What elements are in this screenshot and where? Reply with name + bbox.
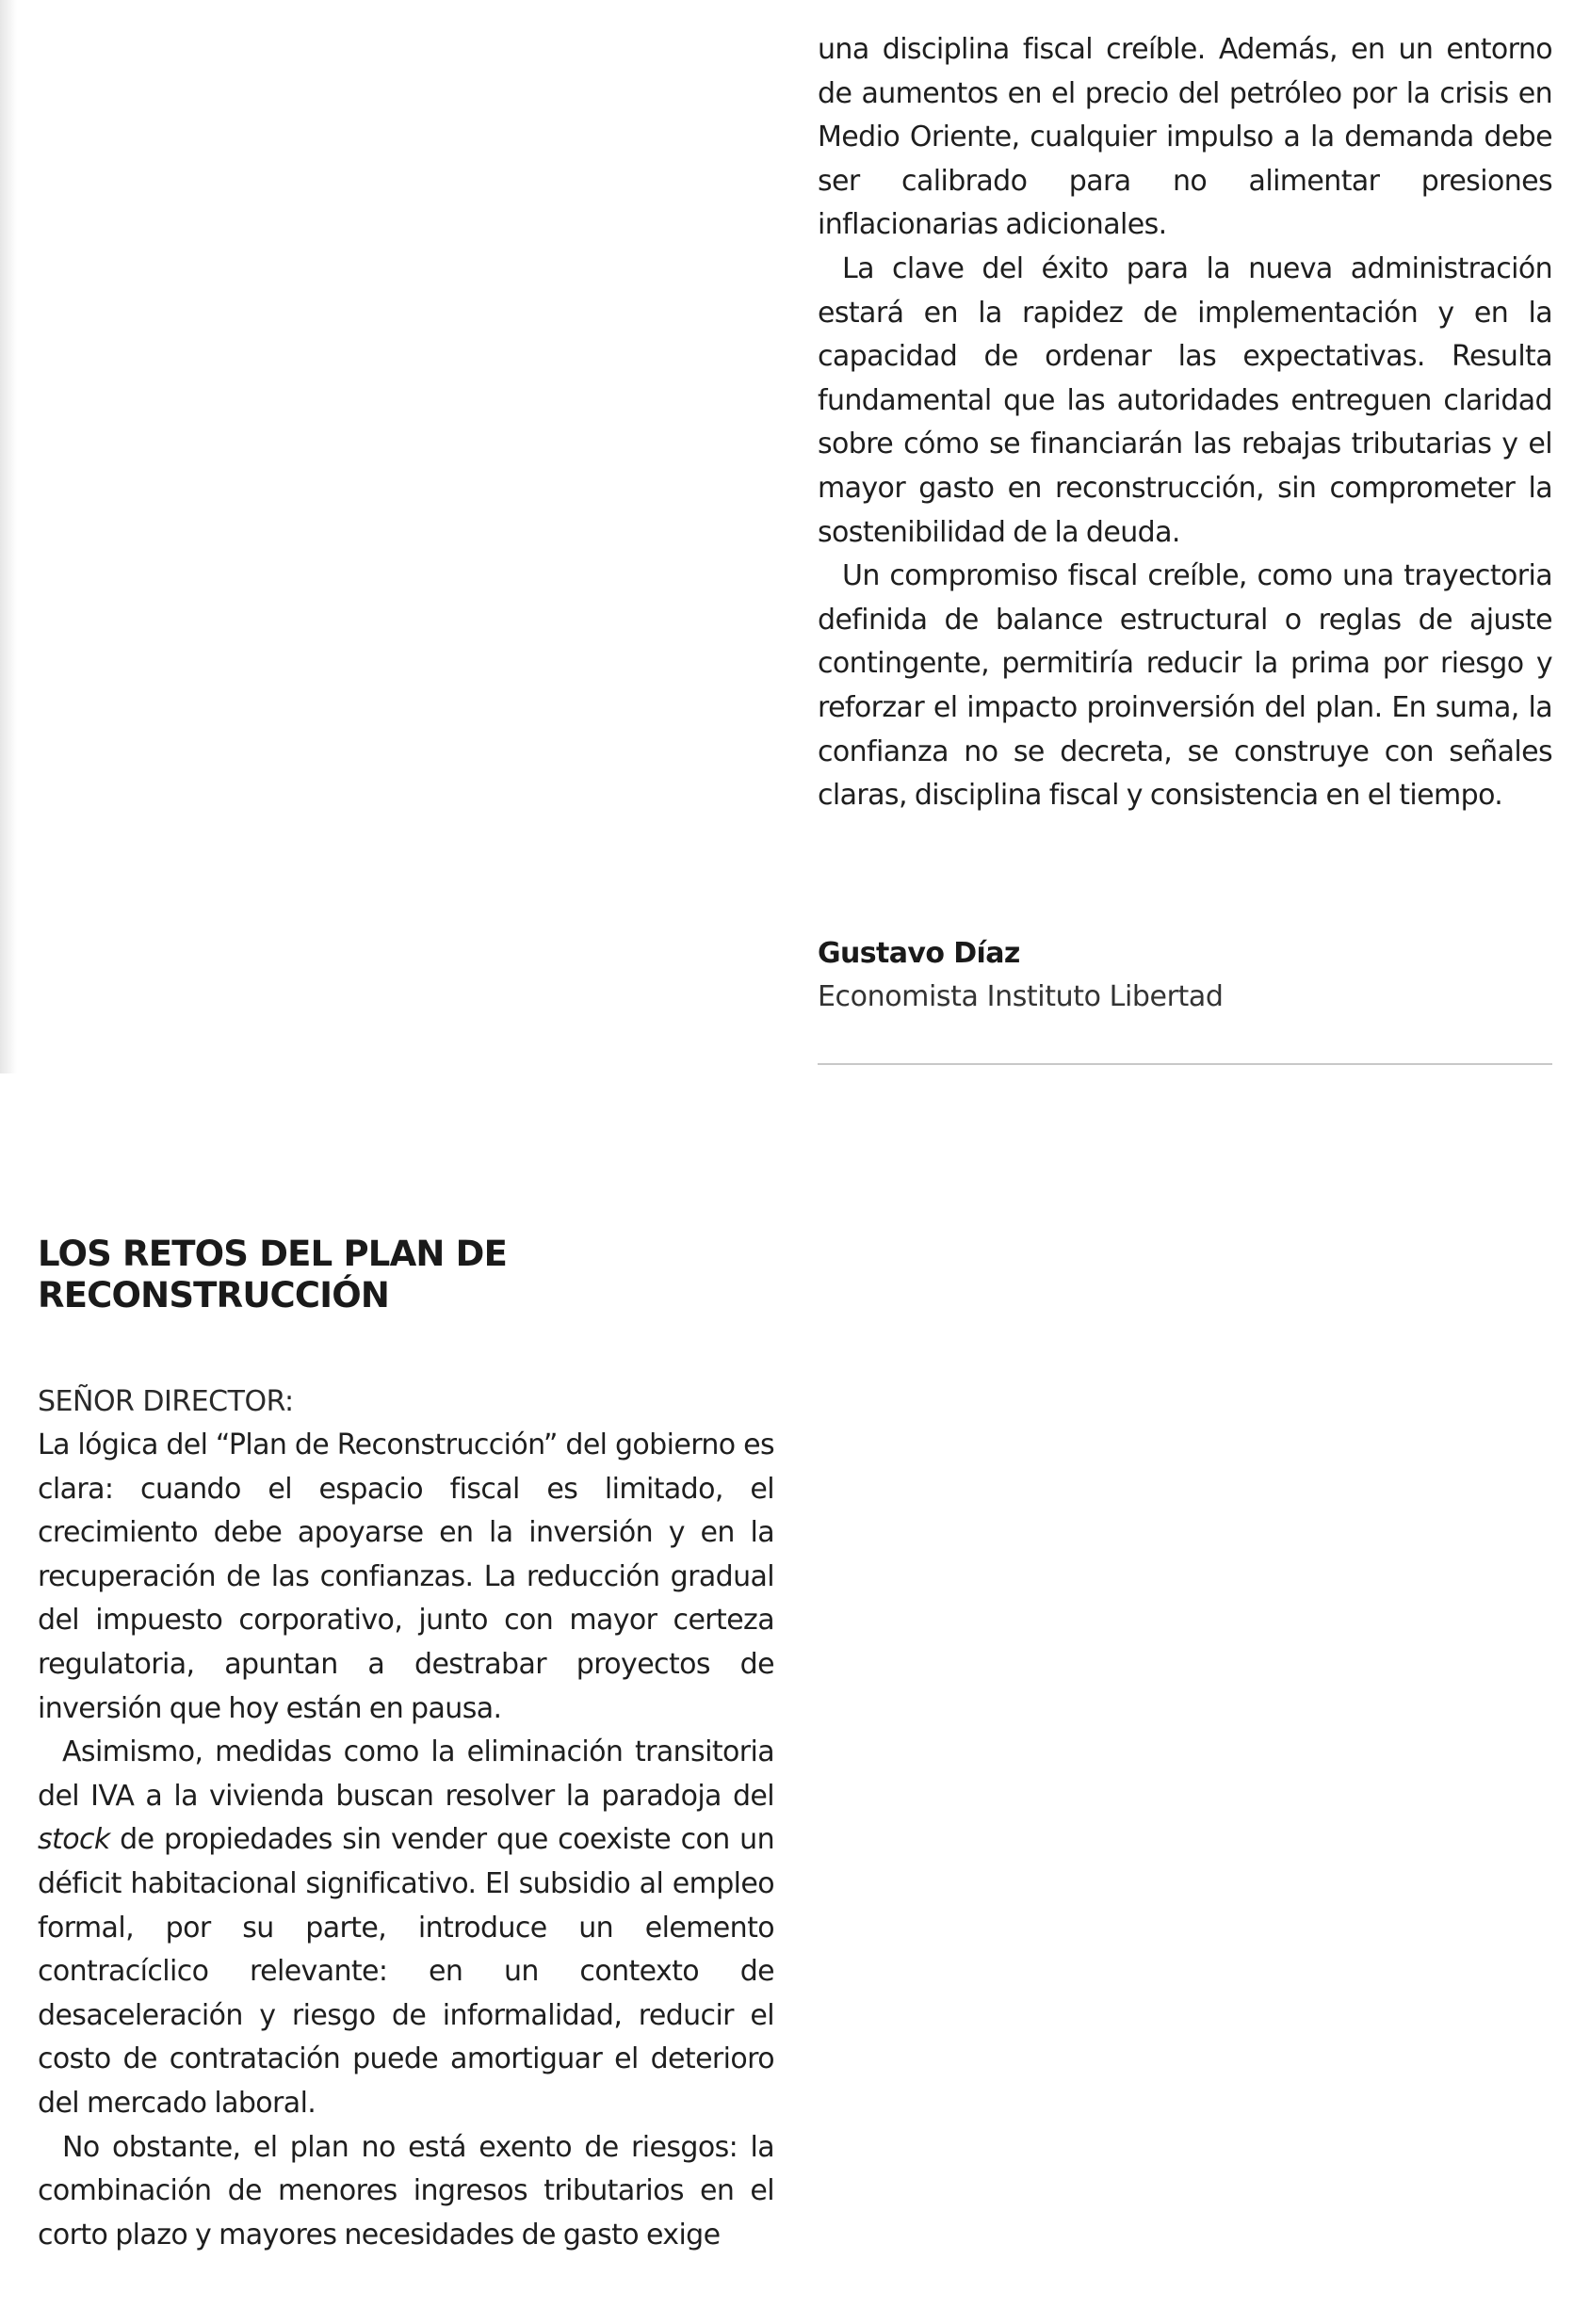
letter-paragraph-3: No obstante, el plan no está exento de riesgos: la combinación de menores ingresos tributarios en el corto plazo y mayores necesidades de gasto exige <box>38 2130 774 2251</box>
letter-paragraph-2-end: de propiedades sin vender que coexiste con un déficit habitacional significativo. El subsidio al empleo formal, por su parte, introduce un elemento contracíclico relevante: en un contexto de desaceleración y riesgo de informalidad, reducir el costo de contratación puede amortiguar el deterioro del mercado laboral. <box>38 1823 774 2120</box>
author-role: Economista Instituto Libertad <box>818 980 1224 1013</box>
letter-headline: LOS RETOS DEL PLAN DE RECONSTRUCCIÓN <box>38 1234 508 1315</box>
letter-paragraph-2 <box>38 1731 774 2125</box>
continuation-paragraph-1: una disciplina fiscal creíble. Además, en un entorno de aumentos en el precio del petróleo por la crisis en Medio Oriente, cualquier impulso a la demanda debe ser calibrado para no alimentar presiones inflacionarias adicionales. <box>818 33 1552 242</box>
letter-paragraph-2-start: Asimismo, medidas como la eliminación transitoria del IVA a la vivienda buscan resolver la paradoja del <box>38 1735 774 1813</box>
author-signature <box>818 932 1552 1019</box>
continuation-paragraph-2: La clave del éxito para la nueva administración estará en la rapidez de implementación y en la capacidad de ordenar las expectativas. Resulta fundamental que las autoridades entreguen claridad sobre cómo se financiarán las rebajas tributarias y el mayor gasto en reconstrucción, sin comprometer la sostenibilidad de la deuda. <box>818 251 1552 549</box>
letter-paragraph-2-italic: stock <box>38 1823 110 1857</box>
letter-body <box>38 1424 774 2257</box>
section-divider <box>818 1063 1552 1065</box>
continuation-paragraph-3: Un compromiso fiscal creíble, como una trayectoria definida de balance estructural o reglas de ajuste contingente, permitiría reducir la prima por riesgo y reforzar el impacto proinversión del plan. En suma, la confianza no se decreta, se construye con señales claras, disciplina fiscal y consistencia en el tiempo. <box>818 559 1552 813</box>
previous-letter-continuation <box>818 28 1552 818</box>
page-edge-shadow <box>0 0 17 1073</box>
letter-salutation: SEÑOR DIRECTOR: <box>38 1385 294 1418</box>
letter-paragraph-1: La lógica del “Plan de Reconstrucción” del gobierno es clara: cuando el espacio fiscal es limitado, el crecimiento debe apoyarse en la inversión y en la recuperación de las confianzas. La reducción gradual del impuesto corporativo, junto con mayor certeza regulatoria, apuntan a destrabar proyectos de inversión que hoy están en pausa. <box>38 1428 774 1725</box>
author-name: Gustavo Díaz <box>818 937 1020 970</box>
